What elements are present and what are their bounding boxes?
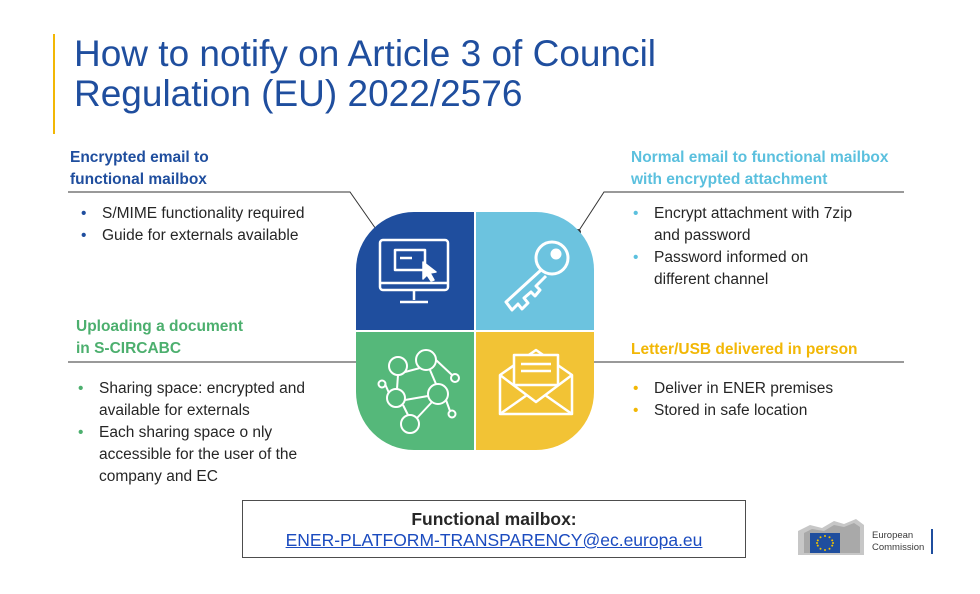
page-title-line-2: Regulation (EU) 2022/2576 <box>74 73 523 114</box>
bullet-item: • Guide for externals available <box>81 227 299 244</box>
bullet-item: • Encrypt attachment with 7zip and password <box>633 205 853 244</box>
bullet-text: Guide for externals available <box>102 227 299 244</box>
upload-document-heading-line-1: Uploading a document <box>76 318 244 335</box>
european-commission-wordmark <box>872 530 924 554</box>
connector-top-right <box>578 192 904 232</box>
mailbox-email-link[interactable]: ENER-PLATFORM-TRANSPARENCY@ec.europa.eu <box>285 530 703 550</box>
bullet-item: • Deliver in ENER premises <box>633 380 834 397</box>
upload-document-heading-line-2: in S-CIRCABC <box>76 340 182 357</box>
normal-email-heading-line-2: with encrypted attachment <box>631 171 828 188</box>
bullet-item: • Stored in safe location <box>633 402 808 419</box>
letter-usb-heading-line-1: Letter/USB delivered in person <box>631 341 858 358</box>
bullet-item: • Password informed on different channel <box>633 249 809 288</box>
normal-email-petal <box>476 212 594 330</box>
mailbox-title: Functional mailbox: <box>411 509 577 529</box>
bullet-text: Deliver in ENER premises <box>654 380 834 397</box>
bullet-text: Encrypt attachment with 7zip and password <box>654 205 853 244</box>
functional-mailbox-box <box>242 500 746 558</box>
bullet-text: Password informed on different channel <box>654 249 809 288</box>
bullet-item: • S/MIME functionality required <box>81 205 305 222</box>
normal-email-heading-line-1: Normal email to functional mailbox <box>631 149 889 166</box>
connector-top-left <box>68 192 378 232</box>
encrypted-email-heading-line-1: Encrypted email to <box>70 149 209 166</box>
logo-accent-bar <box>931 529 933 554</box>
bullet-text: Each sharing space o nly accessible for the user of the company and EC <box>99 424 298 485</box>
encrypted-email-heading-line-2: functional mailbox <box>70 171 207 188</box>
logo-text-line-2: Commission <box>872 542 925 553</box>
bullet-item: • Each sharing space o nly accessible for the user of the company and EC <box>78 424 298 485</box>
european-commission-logo <box>796 517 868 557</box>
page-title-line-1: How to notify on Article 3 of Council <box>74 33 657 74</box>
bullet-text: S/MIME functionality required <box>102 205 305 222</box>
bullet-item: • Sharing space: encrypted and available for externals <box>78 380 305 419</box>
logo-text-line-1: European <box>872 530 914 541</box>
bullet-text: Sharing space: encrypted and available for externals <box>99 380 305 419</box>
bullet-text: Stored in safe location <box>654 402 808 419</box>
